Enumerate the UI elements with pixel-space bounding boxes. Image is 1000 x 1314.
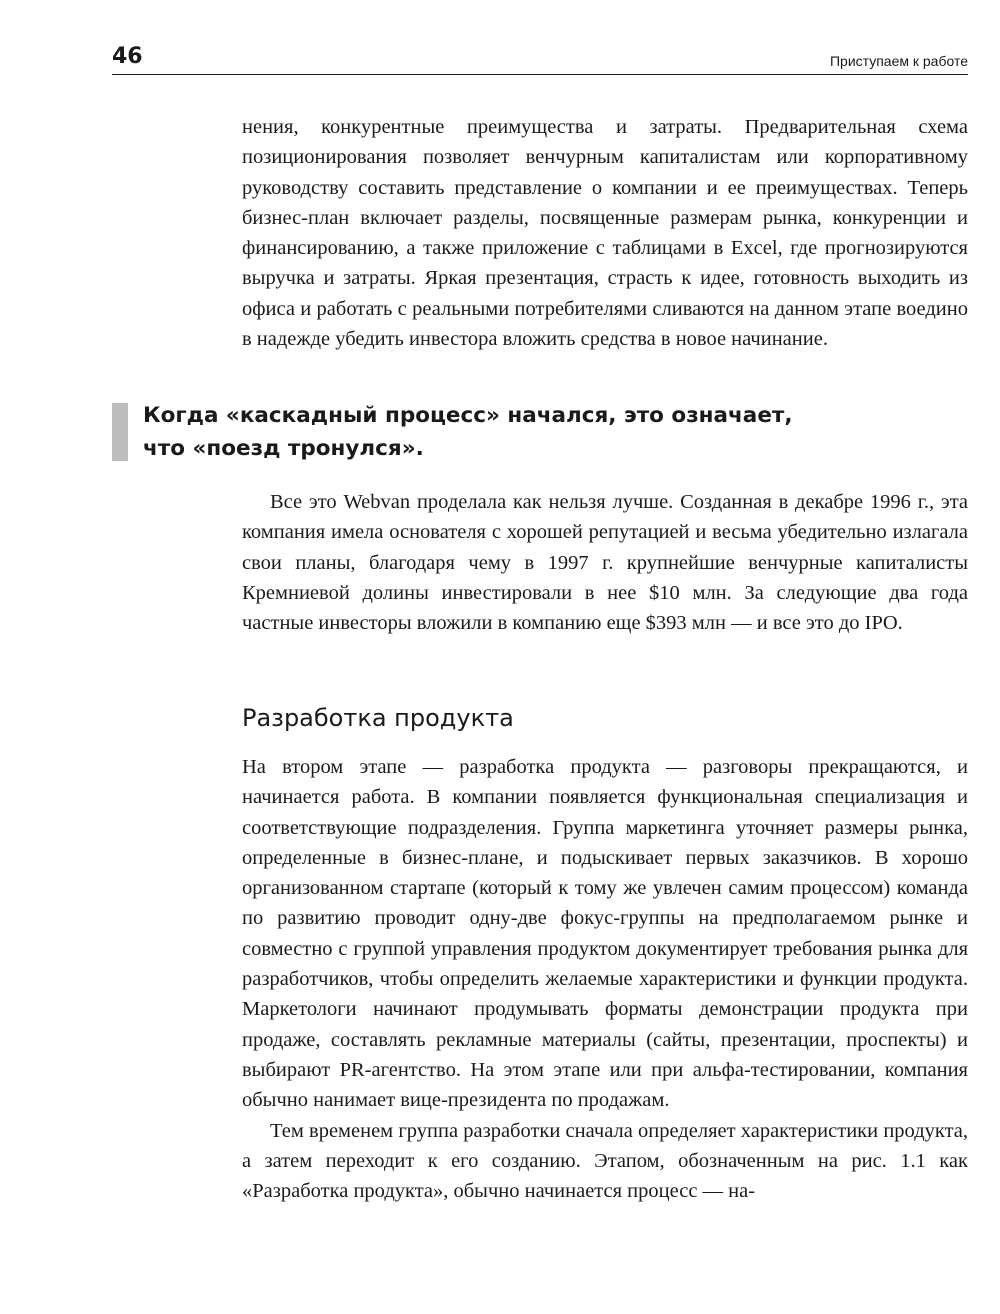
chapter-title: Приступаем к работе xyxy=(829,53,968,69)
text-block-webvan xyxy=(242,487,968,638)
text-block-product-development xyxy=(242,752,968,1206)
paragraph-continuation: нения, конкурентные преимущества и затраты. Предварительная схема позиционирования позволяет венчурным капиталистам или корпоративному руководству составить представление о компании и ее преимуществах. Теперь бизнес-план включает разделы, посвященные размерам рынка, конкуренции и финансированию, а также приложение с таблицами в Excel, где прогнозируются выручка и затраты. Яркая презентация, страсть к идее, готовность выходить из офиса и работать с реальными потребителями сливаются на данном этапе воедино в надежде убедить инвестора вложить средства в новое начинание. xyxy=(242,116,968,351)
page-number: 46 xyxy=(112,44,143,69)
paragraph-webvan: Все это Webvan проделала как нельзя лучше. Созданная в декабре 1996 г., эта компания имела основателя с хорошей репутацией и весьма убедительно излагала свои планы, благодаря чему в 1997 г. крупнейшие венчурные капиталисты Кремниевой долины инвестировали в нее $10 млн. За следующие два года частные инвесторы вложили в компанию еще $393 млн — и все это до IPO. xyxy=(242,491,968,635)
paragraph-development-team: Тем временем группа разработки сначала определяет характеристики продукта, а затем переходит к его созданию. Этапом, обозначенным на рис. 1.1 как «Разработка продукта», обычно начинается процесс — на- xyxy=(242,1119,968,1203)
paragraph-product-development: На втором этапе — разработка продукта — разговоры прекращаются, и начинается работа. В компании появляется функциональная специализация и соответствующие подразделения. Группа маркетинга уточняет размеры рынка, определенные в бизнес-плане, и подыскивает первых заказчиков. В хорошо организованном стартапе (который к тому же увлечен самим процессом) команда по развитию проводит одну-две фокус-группы на предполагаемом рынке и совместно с группой управления продуктом документирует требования рынка для разработчиков, чтобы определить желаемые характеристики и функции продукта. Маркетологи начинают продумывать форматы демонстрации продукта при продаже, составлять рекламные материалы (сайты, презентации, проспекты) и выбирают PR-агентство. На этом этапе или при альфа-тестировании, компания обычно нанимает вице-президента по продажам. xyxy=(242,756,968,1112)
pull-quote-text: Когда «каскадный процесс» начался, это означает, что «поезд тронулся». xyxy=(143,403,793,461)
pull-quote-bar xyxy=(112,403,128,461)
running-head xyxy=(112,40,968,75)
section-heading: Разработка продукта xyxy=(242,704,514,732)
pull-quote xyxy=(112,399,832,465)
text-block-continuation xyxy=(242,112,968,354)
